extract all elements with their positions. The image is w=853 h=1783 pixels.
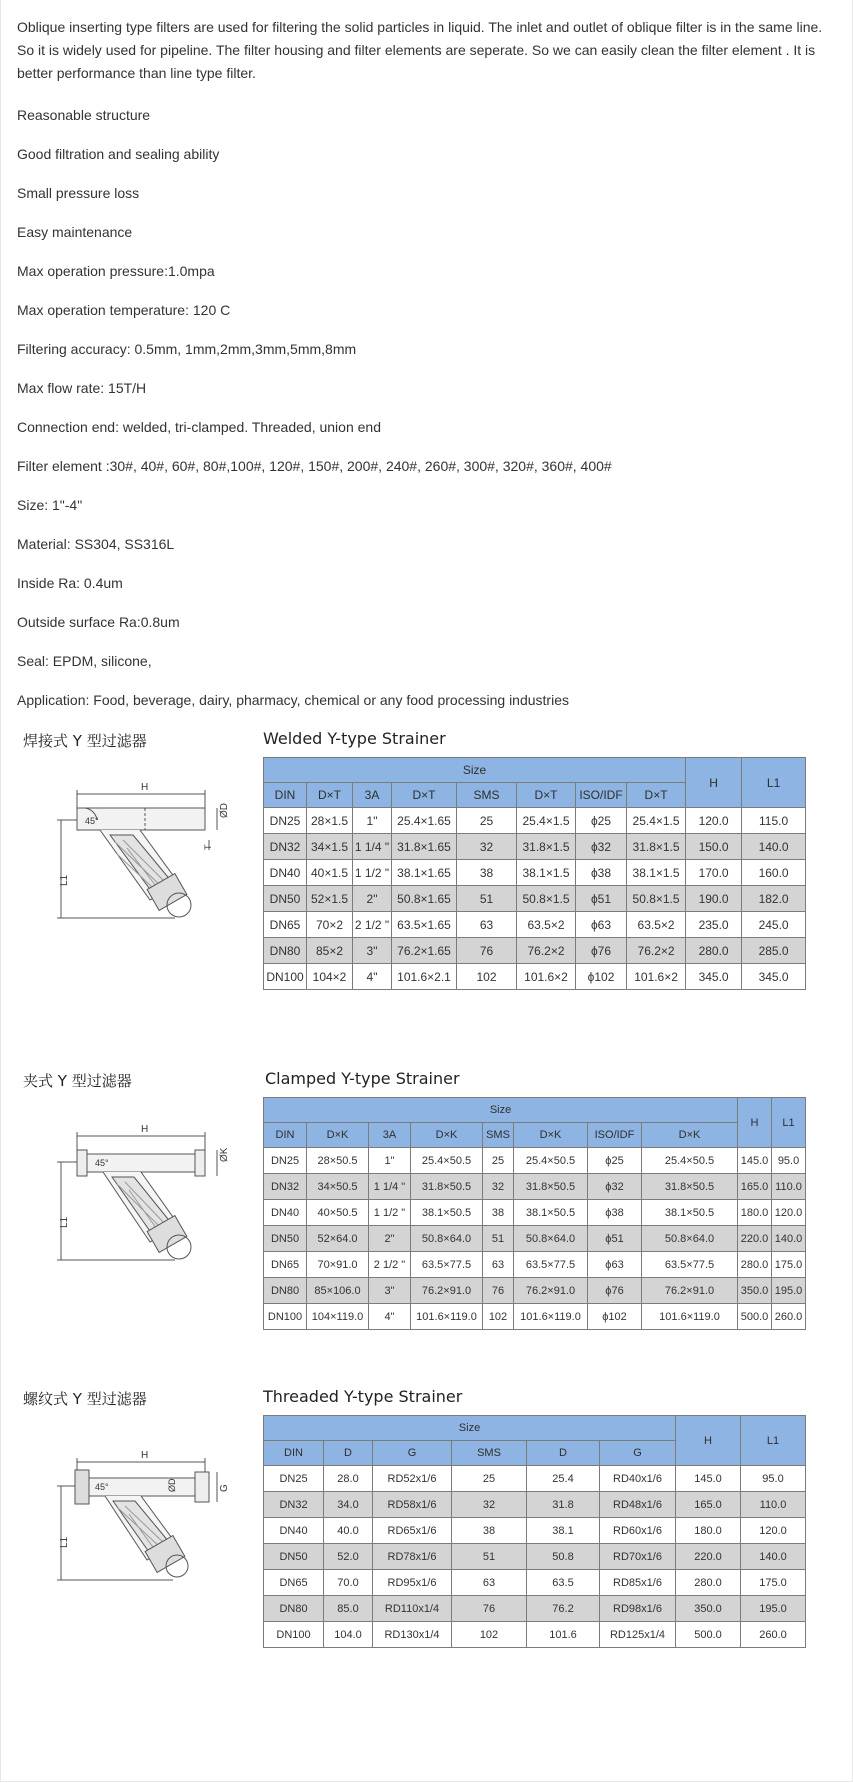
column-header: 3A (369, 1123, 411, 1148)
table-row (264, 1278, 806, 1304)
table-cell: 102 (452, 1622, 527, 1648)
column-header: SMS (452, 1441, 527, 1466)
table-cell: 1 1/4 " (369, 1174, 411, 1200)
table-cell: 101.6×2 (517, 964, 576, 990)
table-cell: 2" (353, 886, 392, 912)
table-cell: 25 (457, 808, 517, 834)
table-cell: 31.8 (527, 1492, 600, 1518)
clamped-cn-title: 夹式 Y 型过滤器 (23, 1072, 132, 1090)
table-cell: RD48x1/6 (600, 1492, 676, 1518)
table-row (264, 1174, 806, 1200)
table-cell: 150.0 (686, 834, 742, 860)
table-cell: RD58x1/6 (373, 1492, 452, 1518)
table-cell: DN65 (264, 1570, 324, 1596)
diagram-h-label: H (141, 1450, 149, 1461)
table-cell: 76 (457, 938, 517, 964)
h-header: H (738, 1098, 772, 1148)
table-cell: 120.0 (741, 1518, 806, 1544)
column-header: 3A (353, 783, 392, 808)
table-cell: 50.8×1.65 (392, 886, 457, 912)
table-cell: 50.8×64.0 (411, 1226, 483, 1252)
table-cell: 3" (369, 1278, 411, 1304)
table-cell: 190.0 (686, 886, 742, 912)
table-cell: 38.1×50.5 (514, 1200, 588, 1226)
column-header: SMS (457, 783, 517, 808)
table-row (264, 834, 806, 860)
feature-item: Small pressure loss (17, 185, 140, 201)
diagram-g-label: G (219, 1484, 230, 1492)
table-cell: DN25 (264, 1466, 324, 1492)
table-row (264, 1252, 806, 1278)
table-cell: 260.0 (772, 1304, 806, 1330)
table-cell: 101.6 (527, 1622, 600, 1648)
table-cell: 2 1/2 " (369, 1252, 411, 1278)
table-cell: RD70x1/6 (600, 1544, 676, 1570)
table-cell: 76.2×1.65 (392, 938, 457, 964)
table-cell: 350.0 (738, 1278, 772, 1304)
table-cell: 31.8×50.5 (514, 1174, 588, 1200)
table-cell: ϕ51 (588, 1226, 642, 1252)
table-cell: DN65 (264, 912, 307, 938)
table-cell: RD85x1/6 (600, 1570, 676, 1596)
table-cell: DN40 (264, 1518, 324, 1544)
table-cell: 104×119.0 (307, 1304, 369, 1330)
table-cell: 40×1.5 (307, 860, 353, 886)
table-cell: 70×91.0 (307, 1252, 369, 1278)
table-row (264, 1518, 806, 1544)
column-header: G (600, 1441, 676, 1466)
table-cell: DN100 (264, 1304, 307, 1330)
table-cell: 50.8×64.0 (514, 1226, 588, 1252)
diagram-angle-label: 45° (95, 1482, 109, 1492)
diagram-h-label: H (141, 782, 149, 793)
table-cell: 63 (457, 912, 517, 938)
table-cell: 31.8×50.5 (642, 1174, 738, 1200)
table-cell: 95.0 (741, 1466, 806, 1492)
table-cell: 32 (483, 1174, 514, 1200)
feature-item: Inside Ra: 0.4um (17, 575, 123, 591)
table-cell: 175.0 (772, 1252, 806, 1278)
table-cell: 500.0 (676, 1622, 741, 1648)
table-cell: 63.5×77.5 (411, 1252, 483, 1278)
table-cell: DN32 (264, 834, 307, 860)
table-cell: 52×64.0 (307, 1226, 369, 1252)
size-header: Size (264, 1098, 738, 1123)
table-row (264, 860, 806, 886)
table-row (264, 938, 806, 964)
table-cell: 140.0 (741, 1544, 806, 1570)
feature-item: Seal: EPDM, silicone, (17, 653, 152, 669)
table-cell: ϕ102 (588, 1304, 642, 1330)
table-row (264, 1570, 806, 1596)
table-row (264, 1304, 806, 1330)
table-cell: 38.1 (527, 1518, 600, 1544)
feature-item: Max flow rate: 15T/H (17, 380, 147, 396)
table-row (264, 1492, 806, 1518)
table-cell: RD40x1/6 (600, 1466, 676, 1492)
diagram-l1-label: L1 (59, 1536, 70, 1548)
table-cell: 76.2 (527, 1596, 600, 1622)
table-cell: 1 1/2 " (353, 860, 392, 886)
column-header: SMS (483, 1123, 514, 1148)
column-header: ISO/IDF (576, 783, 627, 808)
table-row (264, 912, 806, 938)
column-header: DIN (264, 1441, 324, 1466)
table-cell: 175.0 (741, 1570, 806, 1596)
table-cell: 32 (452, 1492, 527, 1518)
table-cell: 63 (452, 1570, 527, 1596)
table-row (264, 1200, 806, 1226)
feature-item: Size: 1"-4" (17, 497, 83, 513)
table-cell: RD52x1/6 (373, 1466, 452, 1492)
table-cell: RD130x1/4 (373, 1622, 452, 1648)
table-cell: DN40 (264, 1200, 307, 1226)
size-header: Size (264, 1416, 676, 1441)
table-cell: 165.0 (676, 1492, 741, 1518)
table-cell: 63.5×2 (517, 912, 576, 938)
h-header: H (686, 758, 742, 808)
welded-spec-table (263, 757, 806, 990)
table-cell: 63.5×77.5 (642, 1252, 738, 1278)
diagram-l1-label: L1 (59, 874, 70, 886)
table-cell: RD95x1/6 (373, 1570, 452, 1596)
table-cell: 345.0 (686, 964, 742, 990)
table-cell: 25.4×50.5 (642, 1148, 738, 1174)
table-cell: ϕ51 (576, 886, 627, 912)
table-cell: 25.4×1.5 (627, 808, 686, 834)
table-cell: ϕ76 (576, 938, 627, 964)
table-cell: DN80 (264, 1278, 307, 1304)
h-header: H (676, 1416, 741, 1466)
diagram-t-label: T (203, 844, 213, 850)
table-cell: 85.0 (324, 1596, 373, 1622)
diagram-k-label: ØK (219, 1147, 230, 1162)
column-header: D (324, 1441, 373, 1466)
table-cell: 63.5 (527, 1570, 600, 1596)
table-cell: DN100 (264, 964, 307, 990)
table-cell: 40.0 (324, 1518, 373, 1544)
table-cell: 28×1.5 (307, 808, 353, 834)
table-row (264, 1622, 806, 1648)
table-cell: 76.2×2 (627, 938, 686, 964)
table-cell: 63.5×1.65 (392, 912, 457, 938)
table-cell: 280.0 (738, 1252, 772, 1278)
table-cell: 31.8×1.65 (392, 834, 457, 860)
table-cell: 50.8×64.0 (642, 1226, 738, 1252)
column-header: D×T (627, 783, 686, 808)
table-cell: 95.0 (772, 1148, 806, 1174)
table-cell: 1 1/2 " (369, 1200, 411, 1226)
table-cell: 102 (483, 1304, 514, 1330)
table-cell: 350.0 (676, 1596, 741, 1622)
table-cell: 76.2×2 (517, 938, 576, 964)
table-cell: 32 (457, 834, 517, 860)
table-cell: 195.0 (741, 1596, 806, 1622)
table-cell: RD65x1/6 (373, 1518, 452, 1544)
table-cell: ϕ25 (576, 808, 627, 834)
table-cell: ϕ102 (576, 964, 627, 990)
table-cell: ϕ76 (588, 1278, 642, 1304)
table-cell: DN40 (264, 860, 307, 886)
table-cell: RD110x1/4 (373, 1596, 452, 1622)
column-header: D×T (307, 783, 353, 808)
table-cell: 280.0 (676, 1570, 741, 1596)
table-cell: 115.0 (742, 808, 806, 834)
table-cell: DN25 (264, 1148, 307, 1174)
feature-item: Max operation pressure:1.0mpa (17, 263, 215, 279)
feature-item: Easy maintenance (17, 224, 133, 240)
l1-header: L1 (742, 758, 806, 808)
table-cell: 140.0 (742, 834, 806, 860)
table-cell: 70.0 (324, 1570, 373, 1596)
table-row (264, 1544, 806, 1570)
column-header: D×K (307, 1123, 369, 1148)
table-cell: 180.0 (738, 1200, 772, 1226)
feature-item: Application: Food, beverage, dairy, pharmacy, chemical or any food processing industries (17, 692, 569, 708)
table-cell: 31.8×1.5 (517, 834, 576, 860)
threaded-spec-table (263, 1415, 806, 1648)
table-cell: 70×2 (307, 912, 353, 938)
table-cell: 25.4 (527, 1466, 600, 1492)
table-cell: 170.0 (686, 860, 742, 886)
table-cell: 101.6×119.0 (514, 1304, 588, 1330)
table-cell: 110.0 (772, 1174, 806, 1200)
table-cell: DN32 (264, 1174, 307, 1200)
table-cell: DN50 (264, 886, 307, 912)
table-cell: 25 (483, 1148, 514, 1174)
diagram-l1-label: L1 (59, 1216, 70, 1228)
table-cell: 182.0 (742, 886, 806, 912)
threaded-strainer-diagram (55, 1448, 240, 1593)
column-header: G (373, 1441, 452, 1466)
table-cell: ϕ63 (588, 1252, 642, 1278)
table-cell: 76.2×91.0 (514, 1278, 588, 1304)
table-cell: 50.8×1.5 (627, 886, 686, 912)
table-cell: 52.0 (324, 1544, 373, 1570)
table-cell: DN100 (264, 1622, 324, 1648)
column-header: ISO/IDF (588, 1123, 642, 1148)
table-cell: 51 (452, 1544, 527, 1570)
table-cell: 34×1.5 (307, 834, 353, 860)
table-cell: 220.0 (676, 1544, 741, 1570)
clamped-spec-table (263, 1097, 806, 1330)
table-cell: DN50 (264, 1544, 324, 1570)
table-cell: 345.0 (742, 964, 806, 990)
table-cell: 52×1.5 (307, 886, 353, 912)
table-cell: 2 1/2 " (353, 912, 392, 938)
table-cell: 160.0 (742, 860, 806, 886)
table-row (264, 1148, 806, 1174)
feature-item: Filtering accuracy: 0.5mm, 1mm,2mm,3mm,5mm,8mm (17, 341, 357, 357)
table-cell: 51 (457, 886, 517, 912)
table-cell: 25.4×1.65 (392, 808, 457, 834)
table-cell: 195.0 (772, 1278, 806, 1304)
table-cell: 38.1×50.5 (642, 1200, 738, 1226)
table-cell: 28.0 (324, 1466, 373, 1492)
table-cell: 63.5×2 (627, 912, 686, 938)
clamped-en-title: Clamped Y-type Strainer (265, 1069, 460, 1088)
table-row (264, 1226, 806, 1252)
table-cell: 165.0 (738, 1174, 772, 1200)
table-cell: 76.2×91.0 (411, 1278, 483, 1304)
diagram-h-label: H (141, 1124, 149, 1135)
table-cell: 110.0 (741, 1492, 806, 1518)
table-cell: 40×50.5 (307, 1200, 369, 1226)
table-row (264, 1466, 806, 1492)
table-cell: DN50 (264, 1226, 307, 1252)
table-cell: 25.4×50.5 (411, 1148, 483, 1174)
table-cell: 85×2 (307, 938, 353, 964)
table-cell: 220.0 (738, 1226, 772, 1252)
diagram-angle-label: 45° (95, 1158, 109, 1168)
table-cell: ϕ32 (588, 1174, 642, 1200)
l1-header: L1 (741, 1416, 806, 1466)
table-cell: 25 (452, 1466, 527, 1492)
table-cell: 2" (369, 1226, 411, 1252)
feature-item: Outside surface Ra:0.8um (17, 614, 180, 630)
table-cell: 31.8×50.5 (411, 1174, 483, 1200)
table-cell: 38 (483, 1200, 514, 1226)
feature-item: Material: SS304, SS316L (17, 536, 175, 552)
table-cell: 38 (457, 860, 517, 886)
feature-item: Good filtration and sealing ability (17, 146, 220, 162)
table-cell: 180.0 (676, 1518, 741, 1544)
table-cell: 235.0 (686, 912, 742, 938)
table-cell: 25.4×50.5 (514, 1148, 588, 1174)
table-row (264, 886, 806, 912)
table-cell: 260.0 (741, 1622, 806, 1648)
column-header: D×K (411, 1123, 483, 1148)
table-cell: RD78x1/6 (373, 1544, 452, 1570)
table-cell: DN80 (264, 1596, 324, 1622)
table-cell: 63 (483, 1252, 514, 1278)
table-cell: ϕ25 (588, 1148, 642, 1174)
table-cell: ϕ63 (576, 912, 627, 938)
table-cell: 245.0 (742, 912, 806, 938)
table-cell: 1 1/4 " (353, 834, 392, 860)
column-header: D×K (514, 1123, 588, 1148)
table-cell: 120.0 (686, 808, 742, 834)
table-cell: 102 (457, 964, 517, 990)
table-cell: 34×50.5 (307, 1174, 369, 1200)
table-cell: 4" (369, 1304, 411, 1330)
table-cell: 38.1×1.5 (627, 860, 686, 886)
table-cell: 38.1×1.5 (517, 860, 576, 886)
table-cell: 104×2 (307, 964, 353, 990)
table-cell: 104.0 (324, 1622, 373, 1648)
size-header: Size (264, 758, 686, 783)
intro-paragraph: Oblique inserting type filters are used for filtering the solid particles in liquid. The inlet and outlet of oblique filter is in the same line. So it is widely used for pipeline. The filter housing and filter elements are seperate. So we can easily clean the filter element . It is better performance than line type filter. (17, 19, 823, 81)
feature-item: Max operation temperature: 120 C (17, 302, 231, 318)
table-cell: 76.2×91.0 (642, 1278, 738, 1304)
column-header: DIN (264, 1123, 307, 1148)
table-cell: 34.0 (324, 1492, 373, 1518)
table-cell: ϕ38 (576, 860, 627, 886)
table-row (264, 964, 806, 990)
table-cell: 145.0 (676, 1466, 741, 1492)
table-cell: 3" (353, 938, 392, 964)
table-cell: 38 (452, 1518, 527, 1544)
table-cell: 1" (369, 1148, 411, 1174)
table-cell: 38.1×50.5 (411, 1200, 483, 1226)
threaded-cn-title: 螺纹式 Y 型过滤器 (23, 1390, 147, 1408)
table-cell: 50.8 (527, 1544, 600, 1570)
table-cell: 28×50.5 (307, 1148, 369, 1174)
welded-cn-title: 焊接式 Y 型过滤器 (23, 732, 147, 750)
table-cell: 285.0 (742, 938, 806, 964)
table-cell: 50.8×1.5 (517, 886, 576, 912)
table-cell: 51 (483, 1226, 514, 1252)
welded-en-title: Welded Y-type Strainer (263, 729, 446, 748)
table-cell: 76 (452, 1596, 527, 1622)
table-cell: RD60x1/6 (600, 1518, 676, 1544)
table-cell: 101.6×2.1 (392, 964, 457, 990)
table-cell: DN65 (264, 1252, 307, 1278)
column-header: D×T (392, 783, 457, 808)
welded-strainer-diagram (55, 780, 240, 925)
column-header: D×T (517, 783, 576, 808)
table-cell: 280.0 (686, 938, 742, 964)
table-cell: DN80 (264, 938, 307, 964)
clamped-strainer-diagram (55, 1122, 240, 1267)
table-cell: RD98x1/6 (600, 1596, 676, 1622)
feature-item: Connection end: welded, tri-clamped. Threaded, union end (17, 419, 381, 435)
table-cell: 25.4×1.5 (517, 808, 576, 834)
column-header: D (527, 1441, 600, 1466)
table-cell: 1" (353, 808, 392, 834)
column-header: D×K (642, 1123, 738, 1148)
table-cell: 38.1×1.65 (392, 860, 457, 886)
table-row (264, 808, 806, 834)
table-cell: 145.0 (738, 1148, 772, 1174)
table-cell: 85×106.0 (307, 1278, 369, 1304)
table-cell: 120.0 (772, 1200, 806, 1226)
table-cell: ϕ38 (588, 1200, 642, 1226)
l1-header: L1 (772, 1098, 806, 1148)
table-cell: 101.6×2 (627, 964, 686, 990)
table-cell: 500.0 (738, 1304, 772, 1330)
table-cell: 140.0 (772, 1226, 806, 1252)
diagram-d-label: ØD (167, 1478, 177, 1492)
table-cell: 101.6×119.0 (411, 1304, 483, 1330)
table-cell: DN25 (264, 808, 307, 834)
table-cell: 31.8×1.5 (627, 834, 686, 860)
table-cell: DN32 (264, 1492, 324, 1518)
table-cell: ϕ32 (576, 834, 627, 860)
diagram-angle-label: 45° (85, 816, 99, 826)
table-cell: 101.6×119.0 (642, 1304, 738, 1330)
table-cell: 4" (353, 964, 392, 990)
feature-item: Reasonable structure (17, 107, 151, 123)
threaded-en-title: Threaded Y-type Strainer (263, 1387, 463, 1406)
feature-item: Filter element :30#, 40#, 60#, 80#,100#, 120#, 150#, 200#, 240#, 260#, 300#, 320#, 360#, 400# (17, 458, 612, 474)
table-row (264, 1596, 806, 1622)
table-cell: 63.5×77.5 (514, 1252, 588, 1278)
diagram-d-label: ØD (219, 803, 230, 818)
table-cell: 76 (483, 1278, 514, 1304)
column-header: DIN (264, 783, 307, 808)
table-cell: RD125x1/4 (600, 1622, 676, 1648)
